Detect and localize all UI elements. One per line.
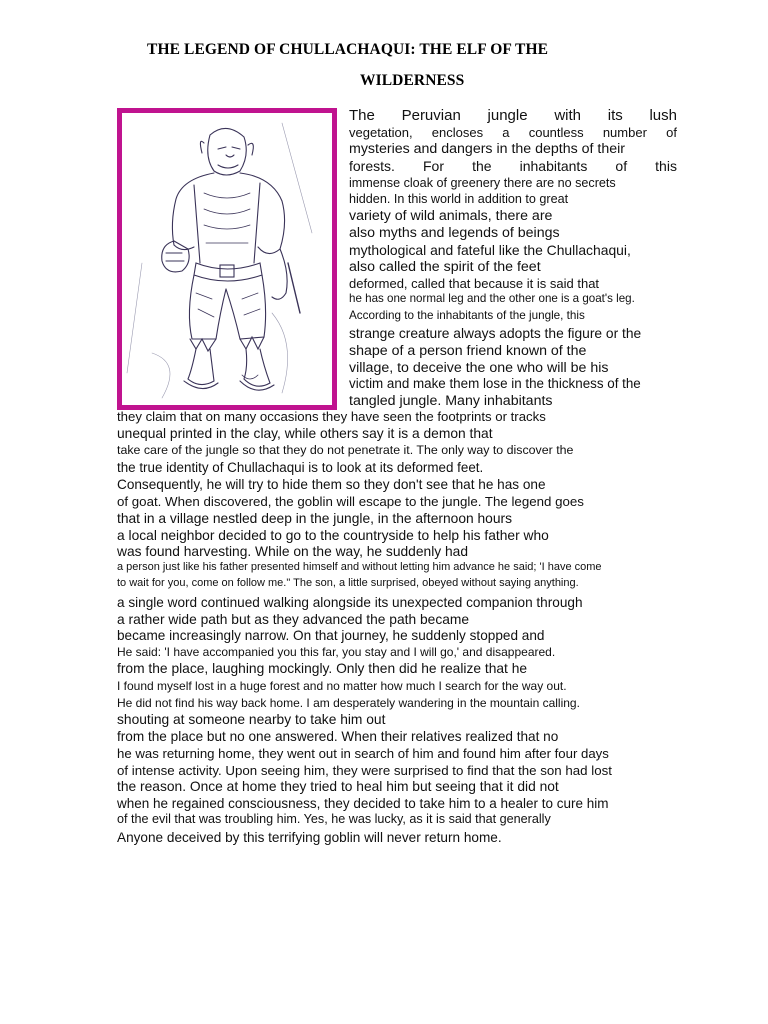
text-line: he was returning home, they went out in search of him and found him after four days [117, 746, 609, 761]
text-line: was found harvesting. While on the way, he suddenly had [117, 544, 469, 559]
text-line: of the evil that was troubling him. Yes, he was lucky, as it is said that generally [117, 812, 551, 826]
text-line: they claim that on many occasions they have seen the footprints or tracks [117, 409, 546, 424]
text-line: when he regained consciousness, they decided to take him to a healer to cure him [117, 796, 609, 811]
text-line: also called the spirit of the feet [349, 259, 541, 275]
text-line: Consequently, he will try to hide them so they don't see that he has one [117, 477, 546, 492]
text-line: He did not find his way back home. I am desperately wandering in the mountain calling. [117, 696, 580, 710]
text-line: a person just like his father presented himself and without letting him advance he said; 'I have come [117, 561, 602, 573]
text-line: became increasingly narrow. On that journey, he suddenly stopped and [117, 628, 545, 643]
text-line: take care of the jungle so that they do not penetrate it. The only way to discover the [117, 443, 574, 457]
title-line-2: WILDERNESS [360, 72, 465, 89]
text-line: shape of a person friend known of the [349, 343, 587, 359]
text-line: village, to deceive the one who will be his [349, 360, 609, 376]
text-line: According to the inhabitants of the jungle, this [349, 309, 585, 322]
text-line: vegetation, encloses a countless number of [349, 125, 677, 140]
text-line: hidden. In this world in addition to great [349, 192, 569, 206]
title-line-1: THE LEGEND OF CHULLACHAQUI: THE ELF OF THE [147, 41, 549, 58]
text-line: he has one normal leg and the other one is a goat's leg. [349, 292, 635, 305]
text-line: unequal printed in the clay, while others say it is a demon that [117, 426, 493, 441]
text-line: tangled jungle. Many inhabitants [349, 393, 553, 409]
text-line: He said: 'I have accompanied you this far, you stay and I will go,' and disappeared. [117, 645, 556, 659]
text-line: Anyone deceived by this terrifying goblin will never return home. [117, 830, 502, 845]
text-line: I found myself lost in a huge forest and no matter how much I search for the way out. [117, 679, 567, 693]
text-line: deformed, called that because it is said that [349, 276, 600, 291]
text-line: The Peruvian jungle with its lush [349, 107, 677, 124]
text-line: mythological and fateful like the Chullachaqui, [349, 242, 631, 258]
text-line: strange creature always adopts the figure or the [349, 326, 642, 341]
text-line: shouting at someone nearby to take him out [117, 712, 386, 727]
goblin-illustration [117, 108, 337, 410]
text-line: victim and make them lose in the thickness of the [349, 376, 641, 391]
text-line: also myths and legends of beings [349, 225, 560, 241]
text-line: the reason. Once at home they tried to heal him but seeing that it did not [117, 779, 559, 794]
text-line: of intense activity. Upon seeing him, they were surprised to find that the son had lost [117, 763, 612, 778]
text-line: forests. For the inhabitants of this [349, 158, 677, 174]
text-line: immense cloak of greenery there are no secrets [349, 176, 616, 190]
text-line: from the place, laughing mockingly. Only then did he realize that he [117, 661, 528, 676]
text-line: the true identity of Chullachaqui is to look at its deformed feet. [117, 460, 484, 475]
text-line: a single word continued walking alongside its unexpected companion through [117, 595, 583, 610]
text-line: variety of wild animals, there are [349, 208, 553, 224]
text-line: a rather wide path but as they advanced the path became [117, 612, 470, 627]
text-line: of goat. When discovered, the goblin will escape to the jungle. The legend goes [117, 494, 584, 509]
text-line: from the place but no one answered. When their relatives realized that no [117, 729, 559, 744]
goblin-sketch-icon [122, 113, 332, 405]
text-line: mysteries and dangers in the depths of their [349, 141, 626, 157]
text-line: to wait for you, come on follow me." The son, a little surprised, obeyed without saying anything. [117, 577, 579, 589]
text-line: that in a village nestled deep in the jungle, in the afternoon hours [117, 511, 513, 526]
text-line: a local neighbor decided to go to the countryside to help his father who [117, 528, 549, 543]
